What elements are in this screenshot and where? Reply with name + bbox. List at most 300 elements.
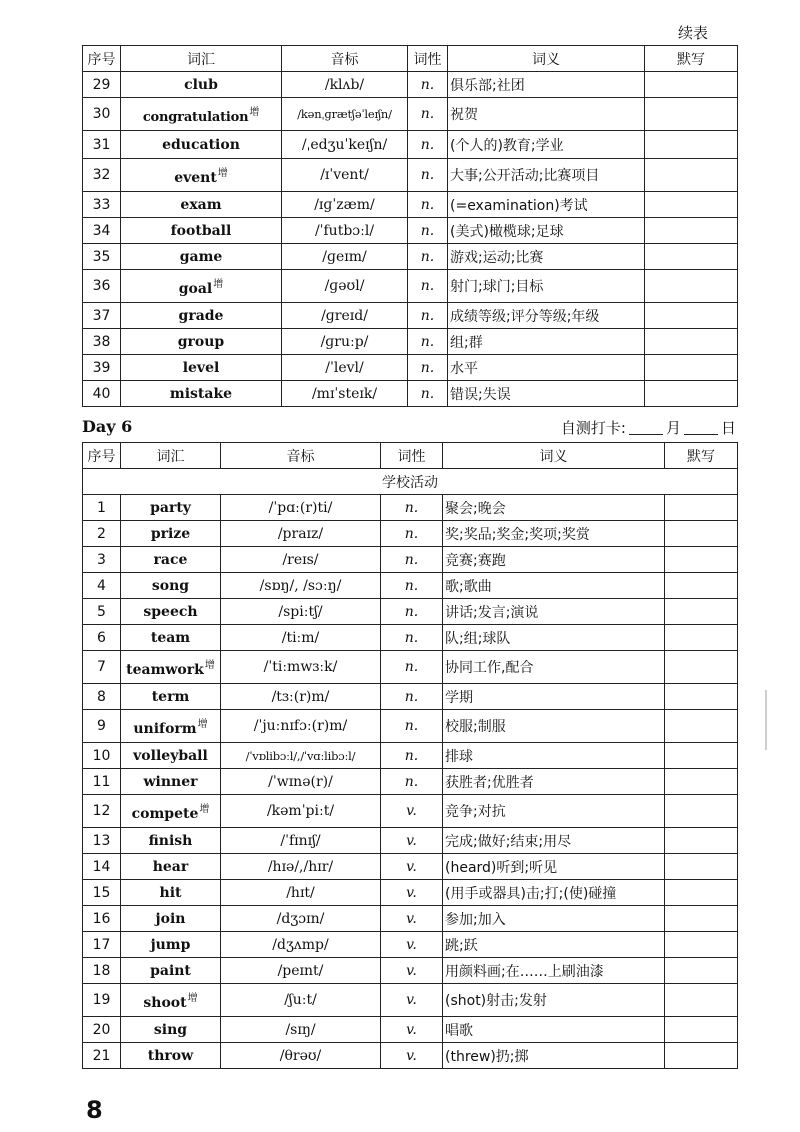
word-cell (121, 381, 282, 407)
table-row (83, 218, 738, 244)
header-word: 词汇 (121, 46, 282, 72)
dictation-cell[interactable] (645, 329, 738, 355)
phonetic-cell: /ˈfɪnɪʃ/ (221, 828, 381, 854)
word-text: uniform (133, 721, 197, 737)
added-word-badge: 增 (213, 279, 224, 290)
word-cell (121, 547, 221, 573)
table-row (83, 98, 738, 131)
word-text: level (182, 359, 220, 376)
row-number: 19 (83, 984, 121, 1017)
dictation-cell[interactable] (665, 521, 738, 547)
table-row (83, 958, 738, 984)
part-of-speech: v. (381, 880, 443, 906)
added-word-badge: 增 (187, 993, 198, 1004)
word-cell (121, 599, 221, 625)
part-of-speech: n. (381, 495, 443, 521)
phonetic-cell: /hɪt/ (221, 880, 381, 906)
row-number: 6 (83, 625, 121, 651)
phonetic-cell: /ˈlevl/ (282, 355, 408, 381)
row-number: 40 (83, 381, 121, 407)
word-cell (121, 192, 282, 218)
meaning-cell: 组;群 (448, 329, 645, 355)
word-text: mistake (169, 385, 233, 402)
phonetic-cell: /mɪˈsteɪk/ (282, 381, 408, 407)
phonetic-cell: /praɪz/ (221, 521, 381, 547)
phonetic-cell: /sɪŋ/ (221, 1017, 381, 1043)
row-number: 15 (83, 880, 121, 906)
part-of-speech: n. (381, 651, 443, 684)
added-word-badge: 增 (249, 107, 260, 118)
header-dictation: 默写 (665, 443, 738, 469)
table-row (83, 625, 738, 651)
table-body (83, 72, 738, 407)
word-text: join (155, 910, 186, 927)
dictation-cell[interactable] (665, 599, 738, 625)
phonetic-cell: /ˌedʒuˈkeɪʃn/ (282, 131, 408, 159)
row-number: 38 (83, 329, 121, 355)
part-of-speech: v. (381, 1017, 443, 1043)
dictation-cell[interactable] (665, 854, 738, 880)
word-cell (121, 625, 221, 651)
vocab-table-continued (82, 45, 738, 407)
section-row (83, 469, 738, 495)
phonetic-cell: /ˈpɑː(r)ti/ (221, 495, 381, 521)
phonetic-cell: /ɡəʊl/ (282, 270, 408, 303)
word-cell (121, 906, 221, 932)
table-row (83, 828, 738, 854)
header-phonetic: 音标 (282, 46, 408, 72)
word-text: hear (152, 858, 189, 875)
continued-label: 续表 (677, 24, 708, 42)
phonetic-cell: /ʃuːt/ (221, 984, 381, 1017)
table-row (83, 599, 738, 625)
row-number: 34 (83, 218, 121, 244)
word-cell (121, 303, 282, 329)
self-test-checkin (561, 417, 736, 438)
header-word: 词汇 (121, 443, 221, 469)
word-cell (121, 495, 221, 521)
word-cell (121, 218, 282, 244)
word-text: speech (143, 603, 198, 620)
part-of-speech: n. (381, 521, 443, 547)
word-text: event (174, 170, 217, 186)
row-number: 8 (83, 684, 121, 710)
word-text: party (150, 499, 191, 516)
dictation-cell[interactable] (665, 625, 738, 651)
word-text: jump (150, 936, 191, 953)
table-row (83, 854, 738, 880)
phonetic-cell: /dʒɔɪn/ (221, 906, 381, 932)
dictation-cell[interactable] (665, 573, 738, 599)
row-number: 2 (83, 521, 121, 547)
phonetic-cell: /sɒŋ/, /sɔːŋ/ (221, 573, 381, 599)
dictation-cell[interactable] (665, 828, 738, 854)
meaning-cell: 排球 (443, 743, 665, 769)
dictation-cell[interactable] (645, 303, 738, 329)
meaning-cell: 竞争;对抗 (443, 795, 665, 828)
phonetic-cell: /ˈjuːnɪfɔː(r)m/ (221, 710, 381, 743)
row-number: 20 (83, 1017, 121, 1043)
row-number: 32 (83, 159, 121, 192)
scan-mark (765, 690, 767, 750)
month-blank[interactable] (629, 420, 663, 435)
part-of-speech: n. (408, 270, 448, 303)
table-row (83, 495, 738, 521)
part-of-speech: n. (408, 218, 448, 244)
meaning-cell: 队;组;球队 (443, 625, 665, 651)
row-number: 12 (83, 795, 121, 828)
part-of-speech: v. (381, 795, 443, 828)
phonetic-cell: /ɡeɪm/ (282, 244, 408, 270)
table-row (83, 743, 738, 769)
meaning-cell: (美式)橄榄球;足球 (448, 218, 645, 244)
word-cell (121, 521, 221, 547)
dictation-cell[interactable] (665, 880, 738, 906)
header-dictation: 默写 (645, 46, 738, 72)
part-of-speech: n. (381, 769, 443, 795)
row-number: 9 (83, 710, 121, 743)
table-row (83, 303, 738, 329)
table-row (83, 381, 738, 407)
dictation-cell[interactable] (665, 684, 738, 710)
phonetic-cell: /reɪs/ (221, 547, 381, 573)
meaning-cell: 大事;公开活动;比赛项目 (448, 159, 645, 192)
table-row (83, 131, 738, 159)
word-text: term (151, 688, 190, 705)
phonetic-cell: /kənˌɡrætʃəˈleɪʃn/ (282, 98, 408, 131)
phonetic-cell: /ɪˈvent/ (282, 159, 408, 192)
word-cell (121, 244, 282, 270)
phonetic-cell: /ɡreɪd/ (282, 303, 408, 329)
table-row (83, 906, 738, 932)
phonetic-cell: /dʒʌmp/ (221, 932, 381, 958)
part-of-speech: v. (381, 828, 443, 854)
dictation-cell[interactable] (665, 932, 738, 958)
dictation-cell[interactable] (665, 906, 738, 932)
row-number: 5 (83, 599, 121, 625)
word-cell (121, 270, 282, 303)
part-of-speech: n. (381, 573, 443, 599)
word-cell (121, 743, 221, 769)
added-word-badge: 增 (199, 804, 210, 815)
word-cell (121, 131, 282, 159)
table-row (83, 329, 738, 355)
meaning-cell: 竞赛;赛跑 (443, 547, 665, 573)
word-cell (121, 98, 282, 131)
day-label: 日 (720, 419, 736, 437)
row-number: 3 (83, 547, 121, 573)
word-cell (121, 932, 221, 958)
word-cell (121, 769, 221, 795)
word-cell (121, 1017, 221, 1043)
meaning-cell: (用手或器具)击;打;(使)碰撞 (443, 880, 665, 906)
dictation-cell[interactable] (665, 958, 738, 984)
word-text: exam (180, 196, 222, 213)
row-number: 16 (83, 906, 121, 932)
phonetic-cell: /hɪə/,/hɪr/ (221, 854, 381, 880)
word-cell (121, 828, 221, 854)
part-of-speech: n. (408, 355, 448, 381)
part-of-speech: v. (381, 1043, 443, 1069)
row-number: 18 (83, 958, 121, 984)
meaning-cell: 歌;歌曲 (443, 573, 665, 599)
dictation-cell[interactable] (665, 651, 738, 684)
part-of-speech: n. (381, 547, 443, 573)
dictation-cell[interactable] (665, 743, 738, 769)
word-cell (121, 710, 221, 743)
word-text: throw (147, 1047, 194, 1064)
part-of-speech: n. (408, 244, 448, 270)
word-cell (121, 958, 221, 984)
phonetic-cell: /peɪnt/ (221, 958, 381, 984)
phonetic-cell: /klʌb/ (282, 72, 408, 98)
table-header-row (83, 46, 738, 72)
meaning-cell: (heard)听到;听见 (443, 854, 665, 880)
added-word-badge: 增 (197, 719, 208, 730)
phonetic-cell: /ˈvɒlibɔːl/,/ˈvɑːlibɔːl/ (221, 743, 381, 769)
phonetic-cell: /ɪɡˈzæm/ (282, 192, 408, 218)
word-text: compete (131, 806, 199, 822)
table-row (83, 651, 738, 684)
meaning-cell: 校服;制服 (443, 710, 665, 743)
phonetic-cell: /ˈtiːmwɜːk/ (221, 651, 381, 684)
part-of-speech: v. (381, 906, 443, 932)
word-text: paint (150, 962, 191, 979)
word-text: volleyball (133, 747, 208, 764)
table-row (83, 72, 738, 98)
word-text: shoot (143, 995, 187, 1011)
word-cell (121, 651, 221, 684)
table-row (83, 159, 738, 192)
added-word-badge: 增 (217, 168, 228, 179)
table-row (83, 684, 738, 710)
word-cell (121, 329, 282, 355)
table-row (83, 710, 738, 743)
row-number: 21 (83, 1043, 121, 1069)
word-text: sing (153, 1021, 188, 1038)
row-number: 1 (83, 495, 121, 521)
word-text: finish (148, 832, 193, 849)
header-pos: 词性 (408, 46, 448, 72)
dictation-cell[interactable] (665, 769, 738, 795)
phonetic-cell: /ˈwɪnə(r)/ (221, 769, 381, 795)
word-text: race (153, 551, 188, 568)
meaning-cell: 射门;球门;目标 (448, 270, 645, 303)
row-number: 37 (83, 303, 121, 329)
part-of-speech: n. (408, 159, 448, 192)
vocab-table-day6 (82, 442, 738, 1069)
word-cell (121, 355, 282, 381)
table-row (83, 984, 738, 1017)
part-of-speech: n. (408, 131, 448, 159)
part-of-speech: n. (408, 381, 448, 407)
row-number: 33 (83, 192, 121, 218)
meaning-cell: 用颜料画;在……上刷油漆 (443, 958, 665, 984)
dictation-cell[interactable] (645, 218, 738, 244)
row-number: 36 (83, 270, 121, 303)
phonetic-cell: /tɜː(r)m/ (221, 684, 381, 710)
day-title: Day 6 (82, 417, 133, 436)
part-of-speech: v. (381, 932, 443, 958)
dictation-cell[interactable] (645, 131, 738, 159)
table-row (83, 192, 738, 218)
table-row (83, 880, 738, 906)
table-row (83, 1017, 738, 1043)
part-of-speech: v. (381, 984, 443, 1017)
word-text: club (184, 76, 218, 93)
part-of-speech: n. (408, 192, 448, 218)
header-meaning: 词义 (443, 443, 665, 469)
word-cell (121, 880, 221, 906)
part-of-speech: n. (381, 625, 443, 651)
added-word-badge: 增 (204, 660, 215, 671)
word-text: teamwork (126, 662, 204, 678)
meaning-cell: 学期 (443, 684, 665, 710)
part-of-speech: v. (381, 958, 443, 984)
row-number: 35 (83, 244, 121, 270)
word-cell (121, 795, 221, 828)
meaning-cell: 游戏;运动;比赛 (448, 244, 645, 270)
dictation-cell[interactable] (645, 159, 738, 192)
phonetic-cell: /kəmˈpiːt/ (221, 795, 381, 828)
table-row (83, 795, 738, 828)
row-number: 13 (83, 828, 121, 854)
word-text: prize (150, 525, 191, 542)
meaning-cell: 祝贺 (448, 98, 645, 131)
meaning-cell: 讲话;发言;演说 (443, 599, 665, 625)
dictation-cell[interactable] (645, 381, 738, 407)
word-text: grade (178, 307, 224, 324)
dictation-cell[interactable] (645, 98, 738, 131)
meaning-cell: 跳;跃 (443, 932, 665, 958)
meaning-cell: 俱乐部;社团 (448, 72, 645, 98)
table-row (83, 547, 738, 573)
row-number: 17 (83, 932, 121, 958)
word-text: congratulation (142, 110, 249, 125)
month-label: 月 (665, 419, 681, 437)
part-of-speech: n. (381, 743, 443, 769)
row-number: 30 (83, 98, 121, 131)
meaning-cell: 参加;加入 (443, 906, 665, 932)
table-row (83, 932, 738, 958)
meaning-cell: 错误;失误 (448, 381, 645, 407)
table-row (83, 573, 738, 599)
part-of-speech: n. (381, 710, 443, 743)
phonetic-cell: /ˈfutbɔːl/ (282, 218, 408, 244)
part-of-speech: n. (381, 599, 443, 625)
word-cell (121, 684, 221, 710)
dictation-cell[interactable] (665, 1043, 738, 1069)
day-blank[interactable] (684, 420, 718, 435)
word-text: winner (143, 773, 198, 790)
part-of-speech: v. (381, 854, 443, 880)
meaning-cell: 完成;做好;结束;用尽 (443, 828, 665, 854)
header-meaning: 词义 (448, 46, 645, 72)
table-row (83, 521, 738, 547)
meaning-cell: (threw)扔;掷 (443, 1043, 665, 1069)
row-number: 7 (83, 651, 121, 684)
table-row (83, 270, 738, 303)
word-text: song (151, 577, 190, 594)
page-number: 8 (86, 1096, 103, 1124)
section-title: 学校活动 (83, 469, 738, 495)
part-of-speech: n. (408, 303, 448, 329)
word-cell (121, 984, 221, 1017)
word-text: education (162, 136, 240, 153)
word-text: game (179, 248, 223, 265)
word-text: goal (178, 281, 213, 297)
header-phonetic: 音标 (221, 443, 381, 469)
word-cell (121, 1043, 221, 1069)
word-text: football (170, 222, 232, 239)
phonetic-cell: /spiːtʃ/ (221, 599, 381, 625)
row-number: 11 (83, 769, 121, 795)
table-row (83, 1043, 738, 1069)
dictation-cell[interactable] (645, 355, 738, 381)
word-text: group (177, 333, 225, 350)
dictation-cell[interactable] (665, 984, 738, 1017)
part-of-speech: n. (408, 72, 448, 98)
word-cell (121, 159, 282, 192)
table-header-row (83, 443, 738, 469)
dictation-cell[interactable] (665, 495, 738, 521)
part-of-speech: n. (408, 329, 448, 355)
row-number: 4 (83, 573, 121, 599)
dictation-cell[interactable] (665, 710, 738, 743)
dictation-cell[interactable] (645, 72, 738, 98)
word-cell (121, 573, 221, 599)
dictation-cell[interactable] (645, 270, 738, 303)
row-number: 31 (83, 131, 121, 159)
checkin-label: 自测打卡: (560, 419, 626, 437)
meaning-cell: 唱歌 (443, 1017, 665, 1043)
word-cell (121, 72, 282, 98)
header-pos: 词性 (381, 443, 443, 469)
meaning-cell: (个人的)教育;学业 (448, 131, 645, 159)
phonetic-cell: /tiːm/ (221, 625, 381, 651)
table-row (83, 244, 738, 270)
part-of-speech: n. (381, 684, 443, 710)
dictation-cell[interactable] (665, 1017, 738, 1043)
word-text: hit (159, 884, 182, 901)
dictation-cell[interactable] (645, 192, 738, 218)
meaning-cell: 成绩等级;评分等级;年级 (448, 303, 645, 329)
meaning-cell: 获胜者;优胜者 (443, 769, 665, 795)
part-of-speech: n. (408, 98, 448, 131)
row-number: 14 (83, 854, 121, 880)
meaning-cell: 协同工作,配合 (443, 651, 665, 684)
meaning-cell: (=examination)考试 (448, 192, 645, 218)
table-body (83, 495, 738, 1069)
dictation-cell[interactable] (645, 244, 738, 270)
meaning-cell: 水平 (448, 355, 645, 381)
meaning-cell: 聚会;晚会 (443, 495, 665, 521)
header-num: 序号 (83, 46, 121, 72)
word-text: team (150, 629, 191, 646)
meaning-cell: 奖;奖品;奖金;奖项;奖赏 (443, 521, 665, 547)
phonetic-cell: /ɡruːp/ (282, 329, 408, 355)
table-row (83, 769, 738, 795)
dictation-cell[interactable] (665, 547, 738, 573)
word-cell (121, 854, 221, 880)
dictation-cell[interactable] (665, 795, 738, 828)
row-number: 10 (83, 743, 121, 769)
header-num: 序号 (83, 443, 121, 469)
phonetic-cell: /θrəʊ/ (221, 1043, 381, 1069)
table-row (83, 355, 738, 381)
row-number: 29 (83, 72, 121, 98)
row-number: 39 (83, 355, 121, 381)
